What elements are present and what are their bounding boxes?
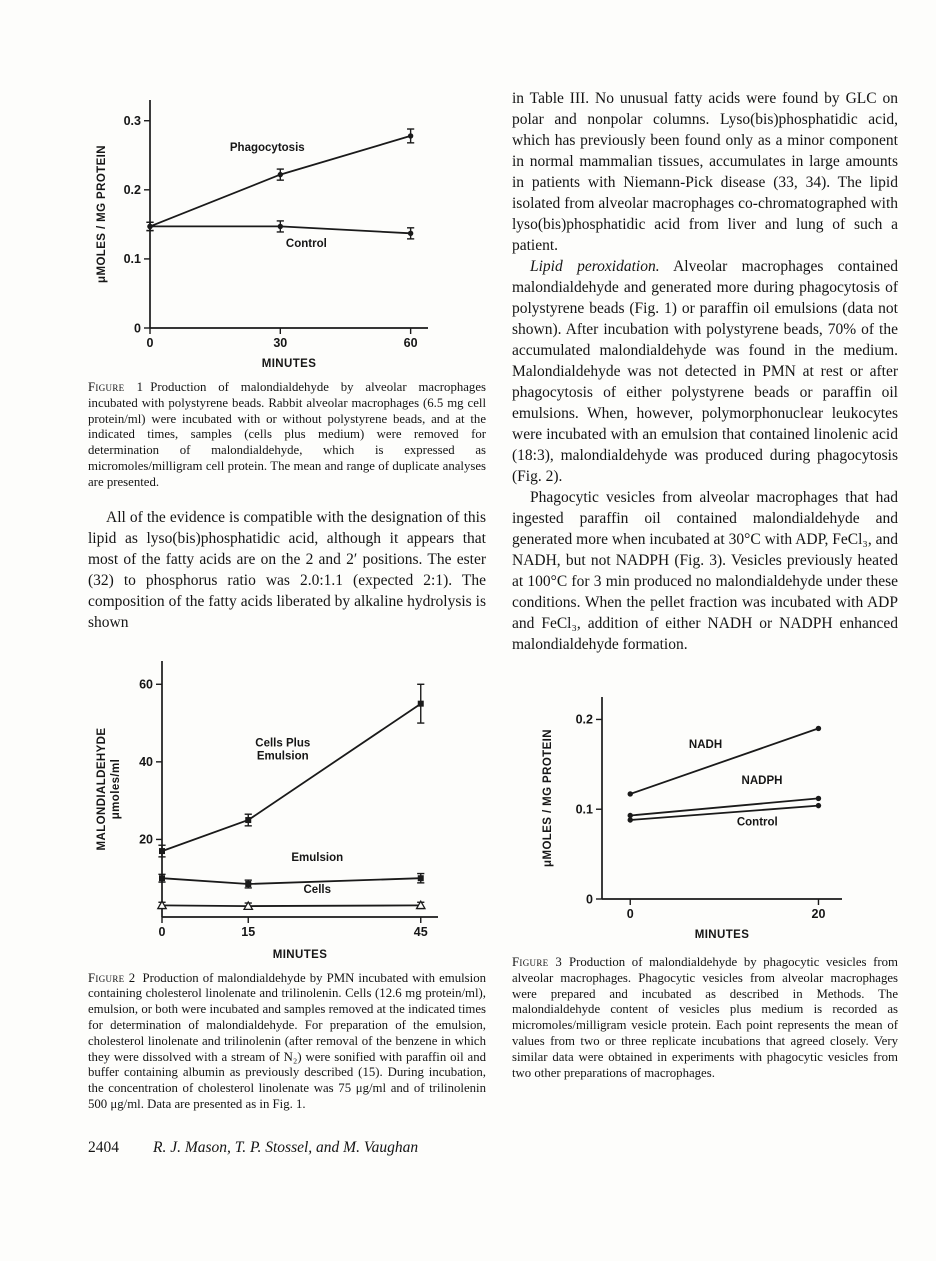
body-paragraph-left: All of the evidence is compatible with the designation of this lipid as lyso(bis)phosphatidic acid, although it appears that most of the fatty acids are on the 2 and 2′ positions. The ester (32) to phosphorus ratio was 2.0:1.1 (expected 2:1). The composition of the fatty acids liberated by alkaline hydrolysis is shown xyxy=(88,508,486,631)
svg-text:0.1: 0.1 xyxy=(123,252,141,267)
body-paragraph-3: Phagocytic vesicles from alveolar macrophages that had ingested paraffin oil contained malondialdehyde and generated more when incubated at 30°C with ADP, FeCl₃, and NADH, but not NADPH (Fig. 3). Vesicles previously heated at 100°C for 3 min produced no malondialdehyde under these conditions. When the pellet fraction was incubated with ADP and FeCl₃, addition of either NADH or NADPH enhanced malondialdehyde formation. xyxy=(512,489,898,653)
svg-text:Control: Control xyxy=(285,238,327,251)
svg-text:60: 60 xyxy=(139,677,153,692)
svg-text:20: 20 xyxy=(139,832,153,847)
svg-text:MINUTES: MINUTES xyxy=(261,358,317,370)
authors: R. J. Mason, T. P. Stossel, and M. Vaughan xyxy=(153,1138,419,1156)
svg-text:0.1: 0.1 xyxy=(575,802,593,817)
right-column xyxy=(512,88,898,1157)
svg-text:30: 30 xyxy=(273,336,288,350)
svg-text:Cells: Cells xyxy=(303,883,331,896)
figure3-chart xyxy=(538,683,898,945)
figure1-caption-text: Production of malondialdehyde by alveolar macrophages incubated with polystyrene beads. Rabbit alveolar macrophages (6.5 mg cell protein/ml) were incubated with or without polystyrene beads, and at the indicated times, samples (cells plus medium) were removed for determination of malondialdehyde, which is expressed as micromoles/milligram cell protein. The mean and range of duplicate analyses are presented. xyxy=(88,380,486,489)
svg-text:0.2: 0.2 xyxy=(123,183,141,198)
svg-text:45: 45 xyxy=(413,924,428,939)
body-paragraph-1: in Table III. No unusual fatty acids were found by GLC on polar and nonpolar columns. Lyso(bis)phosphatidic acid, which has previously been found only as a minor component in normal mammalian tissues, accumulates in large amounts in patients with Niemann-Pick disease (33, 34). The lipid isolated from alveolar macrophages co-chromatographed with lyso(bis)phosphatidic acid from liver and lung of such a patient. xyxy=(512,90,898,254)
svg-text:Control: Control xyxy=(736,816,778,829)
svg-text:0.3: 0.3 xyxy=(123,114,141,129)
svg-text:15: 15 xyxy=(241,924,256,939)
figure3-caption-label: Figure 3 xyxy=(512,955,563,969)
paragraph2-text: Alveolar macrophages contained malondialdehyde and generated more during phagocytosis of polystyrene beads (Fig. 1) or paraffin oil emulsions (data not shown). After incubation with polystyrene beads, 70% of the accumulated malondialdehyde was found in the medium. Malondialdehyde was not detected in PMN at rest or after phagocytosis of either polystyrene beads or paraffin oil emulsions. When, however, polymorphonuclear leukocytes were incubated with an emulsion that contained linolenic acid (18:3), malondialdehyde was produced during phagocytosis (Fig. 2). xyxy=(512,258,898,485)
svg-text:μmoles/ml: μmoles/ml xyxy=(110,758,122,819)
svg-text:0: 0 xyxy=(626,907,634,921)
svg-text:NADH: NADH xyxy=(688,739,723,752)
svg-text:0: 0 xyxy=(586,892,593,907)
figure2-chart xyxy=(92,647,486,965)
svg-text:MALONDIALDEHYDE: MALONDIALDEHYDE xyxy=(96,727,108,851)
svg-text:Cells Plus: Cells Plus xyxy=(255,736,311,749)
svg-text:60: 60 xyxy=(403,336,418,350)
page-footer xyxy=(88,1139,486,1157)
svg-text:NADPH: NADPH xyxy=(741,775,783,788)
page-number: 2404 xyxy=(88,1138,119,1156)
figure2-caption-label: Figure 2 xyxy=(88,970,136,985)
svg-text:0.2: 0.2 xyxy=(575,712,593,727)
svg-text:0: 0 xyxy=(146,336,154,350)
figure1 xyxy=(88,88,486,374)
figure1-chart xyxy=(92,88,486,374)
paragraph2-lead: Lipid peroxidation. xyxy=(530,258,660,275)
left-column xyxy=(88,88,486,1157)
svg-text:Emulsion: Emulsion xyxy=(256,749,309,762)
figure1-caption xyxy=(88,380,486,491)
figure2 xyxy=(88,647,486,965)
svg-text:MINUTES: MINUTES xyxy=(272,948,328,961)
figure1-caption-label: Figure 1 xyxy=(88,380,144,394)
svg-text:0: 0 xyxy=(134,321,141,336)
svg-text:0: 0 xyxy=(158,924,166,939)
svg-text:MINUTES: MINUTES xyxy=(694,929,750,941)
figure3 xyxy=(512,683,898,945)
figure3-caption xyxy=(512,955,898,1081)
svg-text:μMOLES / MG PROTEIN: μMOLES / MG PROTEIN xyxy=(542,729,554,867)
svg-text:Phagocytosis: Phagocytosis xyxy=(229,142,305,155)
figure3-caption-text: Production of malondialdehyde by phagocytic vesicles from alveolar macrophages. Phagocytic vesicles from alveolar macrophages were prepared and incubated as described in Methods. The malondialdehyde content of vesicles plus medium is recorded as micromoles/milligram vesicle protein. Each point represents the mean of values from two or three replicate incubations that agreed closely. Very similar data were obtained in experiments with phagocytic vesicles from two other preparations of macrophages. xyxy=(512,955,898,1080)
figure2-caption-text: Production of malondialdehyde by PMN incubated with emulsion containing cholesterol linolenate and trilinolenin. Cells (12.6 mg protein/ml), emulsion, or both were incubated and samples removed at the indicated times for determination of malondialdehyde. For preparation of the emulsion, cholesterol linolenate and trilinolenin (after removal of the benzene in which they were dissolved with a stream of N₂) were sonified with paraffin oil and buffer containing albumin as previously described (15). During incubation, the concentration of cholesterol linolenate was 75 μg/ml and of trilinolenin 500 μg/ml. Data are presented as in Fig. 1. xyxy=(88,970,486,1111)
figure2-caption xyxy=(88,971,486,1113)
svg-text:40: 40 xyxy=(139,754,153,769)
body-paragraph-2 xyxy=(512,256,898,487)
svg-text:20: 20 xyxy=(811,907,826,921)
svg-text:Emulsion: Emulsion xyxy=(291,851,344,864)
svg-text:μMOLES / MG PROTEIN: μMOLES / MG PROTEIN xyxy=(96,145,108,283)
